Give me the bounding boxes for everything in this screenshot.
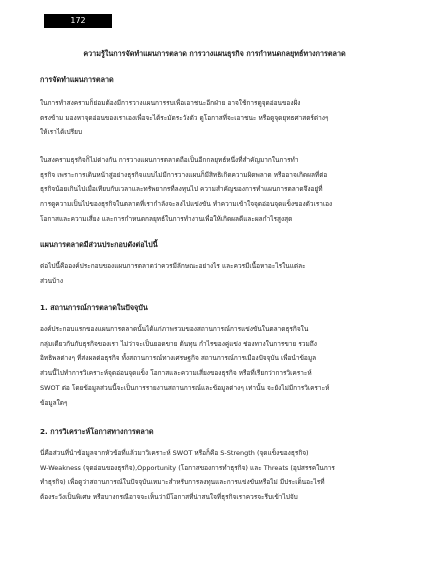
section-heading: การจัดทำแผนการตลาด <box>40 75 114 84</box>
heading-opportunity-analysis: 2. การวิเคราะห์โอกาสทางการตลาด <box>40 427 154 436</box>
text-line: ธุรกิจน้อยเกินไปเมื่อเทียบกับเวลาและทรัพยากรที่ลงทุนไป ความสำคัญของการทำแผนการตลาดจึงอยู่ที่ <box>40 185 323 194</box>
text-line: W-Weakness (จุดอ่อนของธุรกิจ),Opportunity (โอกาสของการทำธุรกิจ) และ Threats (อุปสรรคในการ <box>40 463 335 472</box>
paragraph-intro <box>40 96 392 140</box>
text-line: อิทธิพลต่างๆ ที่ส่งผลต่อธุรกิจ ทั้งสถานการณ์ทางเศรษฐกิจ สถานการณ์การเมืองปัจจุบัน เพื่อนำข้อมูล <box>40 354 317 363</box>
text-line: ต่อไปนี้คือองค์ประกอบของแผนการตลาดว่าควรมีลักษณะอย่างไร และควรมีเนื้อหาอะไรในแต่ละ <box>40 262 306 270</box>
paragraph-current-situation <box>40 322 392 410</box>
paragraph-swot <box>40 446 392 505</box>
text-line: SWOT ต่อ โดยข้อมูลส่วนนี้จะเป็นการรายงานสถานการณ์และข้อมูลต่างๆ เท่านั้น จะยังไม่มีการวิเคราะห์ <box>40 383 330 392</box>
paragraph-business-war <box>40 153 392 227</box>
components-heading: แผนการตลาดมีส่วนประกอบดังต่อไปนี้ <box>40 240 158 249</box>
page-number: 172 <box>44 14 112 28</box>
text-line: ส่วนบ้าง <box>40 276 64 285</box>
text-line: การดูความเป็นไปของธุรกิจในตลาดที่เรากำลังจะลงไปแข่งขัน ทำความเข้าใจจุดอ่อนจุดแข็งของตัวเราเอง <box>40 200 333 209</box>
text-line: ให้เราได้เปรียบ <box>40 128 83 137</box>
heading-current-situation: 1. สถานการณ์การตลาดในปัจจุบัน <box>40 303 148 312</box>
text-line: ข้อมูลใดๆ <box>40 398 68 407</box>
text-line: โอกาสและความเสี่ยง และการกำหนดกลยุทธ์ในการทำงานเพื่อให้เกิดผลดีและผลกำไรสูงสุด <box>40 214 293 223</box>
text-line: ทำธุรกิจ) เพื่อดูว่าสถานการณ์ในปัจจุบันเหมาะสำหรับการลงทุนและการแข่งขันหรือไม่ มีประเด็นอะไรที่ <box>40 478 325 487</box>
text-line: ตรงข้าม มองหาจุดอ่อนของเราเองเพื่อจะได้ระมัดระวังตัว ดูโอกาสที่จะเอาชนะ หรือดูจุดยุทธศาสตร์ต่างๆ <box>40 113 329 122</box>
text-line: ต้องระวังเป็นพิเศษ หรือบางกรณีอาจจะเห็นว่ามีโอกาสที่น่าสนใจที่ธุรกิจเราควรจะรีบเข้าไปจับ <box>40 493 298 502</box>
page-title: ความรู้ในการจัดทำแผนการตลาด การวางแผนธุรกิจ การกำหนดกลยุทธ์ทางการตลาด <box>83 49 346 58</box>
text-line: องค์ประกอบแรกของแผนการตลาดนั้นได้แก่ภาพรวมของสถานการณ์การแข่งขันในตลาดธุรกิจใน <box>40 325 309 333</box>
text-line: ส่วนนี้ไปทำการวิเคราะห์จุดอ่อนจุดแข็ง โอกาสและความเสี่ยงของธุรกิจ หรือที่เรียกว่าการวิเคราะห์ <box>40 369 312 378</box>
text-line: ธุรกิจ เพราะการเดินหน้าสู่อย่างธุรกิจแบบไม่มีการวางแผนก็มีสิทธิเกิดความผิดพลาด หรืออาจเกิดผลที่ต่อ <box>40 170 328 179</box>
text-line: กลุ่มเดียวกันกับธุรกิจของเรา ไม่ว่าจะเป็นยอดขาย ต้นทุน กำไรของคู่แข่ง ช่องทางในการขาย รวมถึง <box>40 339 317 348</box>
text-line: ในการทำสงครามก็ย่อมต้องมีการวางแผนการรบเพื่อเอาชนะอีกฝ่าย อาจใช้การดูจุดอ่อนของฝั่ง <box>40 99 301 107</box>
text-line: นี่คือส่วนที่นำข้อมูลจากหัวข้อที่แล้วมาวิเคราะห์ SWOT หรือก็คือ S-Strength (จุดแข็งของธุรกิจ) <box>40 449 309 457</box>
text-line: ในสงครามธุรกิจก็ไม่ต่างกัน การวางแผนการตลาดถือเป็นอีกกลยุทธ์หนึ่งที่สำคัญมากในการทำ <box>40 156 299 164</box>
paragraph-components <box>40 259 392 288</box>
